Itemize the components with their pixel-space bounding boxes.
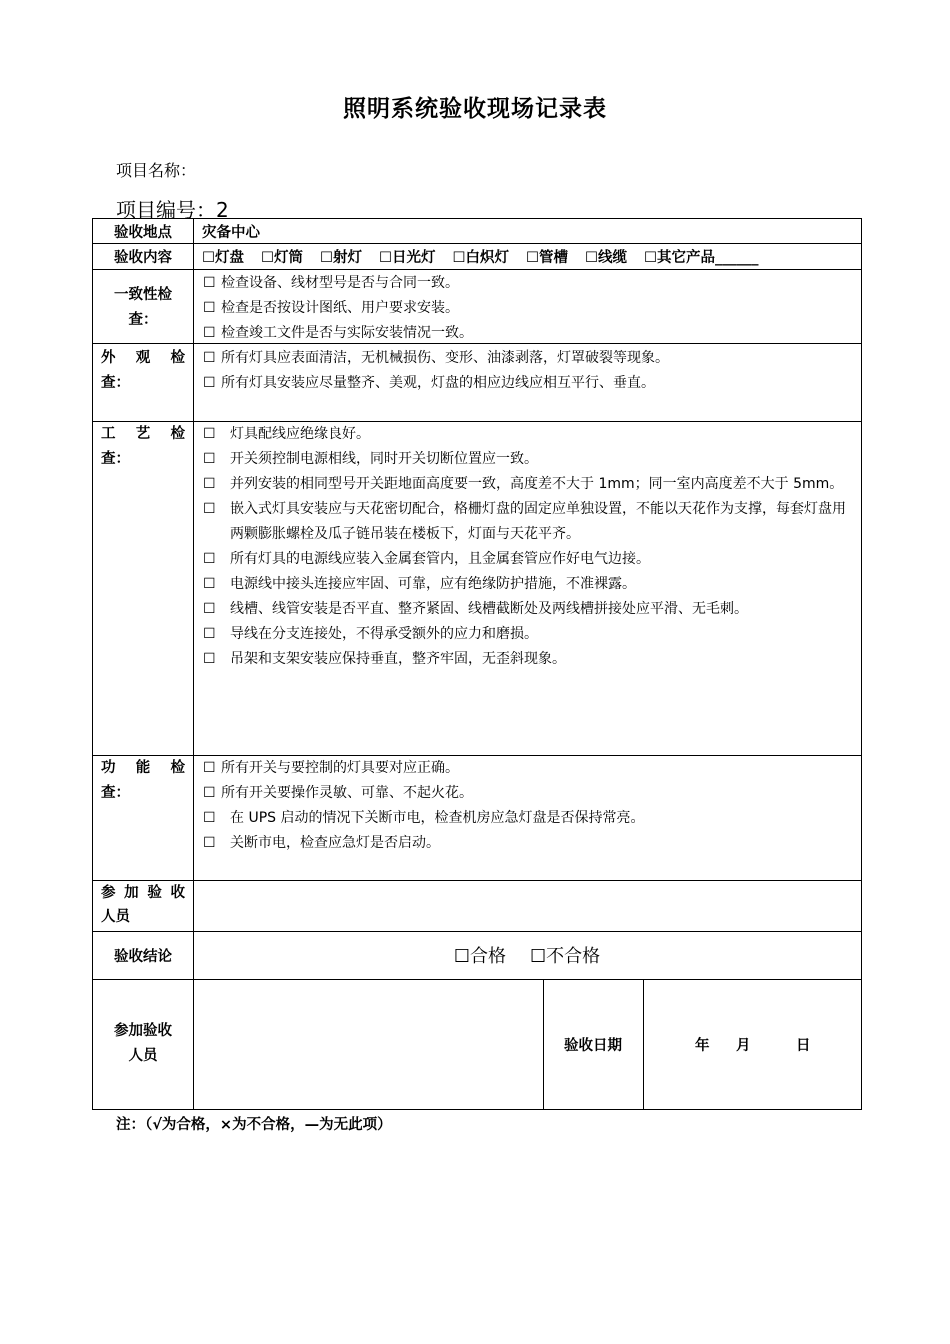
craft-label-line2: 查： — [101, 451, 130, 467]
item-text: 检查设备、线材型号是否与合同一致。 — [221, 275, 459, 291]
date-label: 验收日期 — [564, 1037, 622, 1054]
date-day: 日 — [796, 1038, 811, 1054]
checkbox-icon: ☐ — [203, 476, 216, 492]
checklist-item[interactable] — [193, 271, 861, 296]
checkbox-icon: ☐ — [203, 760, 216, 776]
checklist-item[interactable] — [193, 756, 861, 781]
checkbox-icon: ☐ — [203, 350, 216, 366]
option-downlight[interactable]: ☐灯筒 — [261, 250, 303, 266]
checklist-item[interactable] — [193, 622, 855, 647]
consistency-label-line1: 一致性检 — [114, 287, 172, 303]
conclusion-pass-checkbox[interactable]: ☐合格 — [453, 946, 506, 967]
label-char: 外 — [101, 350, 116, 366]
item-text: 所有灯具应表面清洁，无机械损伤、变形、油漆剥落，灯罩破裂等现象。 — [221, 350, 669, 366]
label-char: 收 — [170, 885, 185, 901]
conclusion-fail-checkbox[interactable]: ☐不合格 — [530, 946, 601, 967]
item-text: 导线在分支连接处，不得承受额外的应力和磨损。 — [230, 626, 538, 642]
project-number-label: 项目编号：2 — [116, 198, 229, 222]
checklist-item[interactable] — [193, 806, 861, 831]
checklist-item[interactable] — [193, 647, 855, 672]
item-text: 灯具配线应绝缘良好。 — [230, 426, 370, 442]
consistency-items — [193, 271, 861, 346]
label-char: 检 — [170, 760, 185, 776]
row-divider — [93, 269, 861, 270]
location-value: 灾备中心 — [202, 225, 260, 241]
option-incandescent[interactable]: ☐白炽灯 — [452, 250, 509, 266]
label-char: 能 — [135, 760, 151, 776]
participants2-field[interactable] — [193, 979, 543, 1109]
appearance-label-line2: 查： — [101, 375, 130, 391]
participants-label-line2: 人员 — [101, 909, 130, 925]
checklist-item[interactable] — [193, 781, 861, 806]
participants-label — [101, 881, 185, 929]
acceptance-table — [92, 218, 862, 1110]
item-text: 检查竣工文件是否与实际安装情况一致。 — [221, 325, 473, 341]
item-text: 开关须控制电源相线，同时开关切断位置应一致。 — [230, 451, 538, 467]
project-name-label: 项目名称： — [116, 161, 197, 180]
date-month: 月 — [736, 1038, 751, 1054]
checkbox-icon: ☐ — [203, 451, 216, 467]
option-cable[interactable]: ☐线缆 — [585, 250, 627, 266]
consistency-label — [93, 283, 193, 333]
checklist-item[interactable] — [193, 321, 861, 346]
checkbox-icon: ☐ — [203, 626, 216, 642]
checklist-item[interactable] — [193, 472, 855, 497]
item-text: 所有灯具安装应尽量整齐、美观，灯盘的相应边线应相互平行、垂直。 — [221, 375, 655, 391]
item-text: 电源线中接头连接应牢固、可靠，应有绝缘防护措施，不准裸露。 — [230, 576, 636, 592]
function-label — [101, 756, 185, 806]
item-text: 吊架和支架安装应保持垂直，整齐牢固，无歪斜现象。 — [230, 651, 566, 667]
checkbox-icon: ☐ — [203, 651, 216, 667]
option-light-panel[interactable]: ☐灯盘 — [202, 250, 244, 266]
item-text: 所有开关与要控制的灯具要对应正确。 — [221, 760, 459, 776]
checkbox-icon: ☐ — [203, 551, 216, 567]
option-spotlight[interactable]: ☐射灯 — [320, 250, 362, 266]
checkbox-icon: ☐ — [203, 426, 216, 442]
checkbox-icon: ☐ — [203, 785, 216, 801]
function-label-line2: 查： — [101, 785, 130, 801]
appearance-label — [101, 346, 185, 396]
checklist-item[interactable] — [193, 371, 861, 396]
checklist-item[interactable] — [193, 547, 855, 572]
participants-field[interactable] — [193, 881, 861, 931]
label-char: 工 — [101, 426, 116, 442]
label-char: 观 — [135, 350, 151, 366]
checkbox-icon: ☐ — [203, 375, 216, 391]
checkbox-icon: ☐ — [203, 325, 216, 341]
appearance-items — [193, 346, 861, 396]
participants2-label-line1: 参加验收 — [114, 1023, 172, 1039]
item-text: 在 UPS 启动的情况下关断市电，检查机房应急灯盘是否保持常亮。 — [230, 810, 645, 826]
participants2-label — [93, 979, 193, 1109]
item-text: 所有开关要操作灵敏、可靠、不起火花。 — [221, 785, 473, 801]
item-text: 线槽、线管安装是否平直、整齐紧固、线槽截断处及两线槽拼接处应平滑、无毛刺。 — [230, 601, 748, 617]
item-text: 关断市电，检查应急灯是否启动。 — [230, 835, 440, 851]
label-char: 检 — [170, 350, 185, 366]
checkbox-icon: ☐ — [203, 501, 216, 517]
option-conduit[interactable]: ☐管槽 — [526, 250, 568, 266]
label-char: 检 — [170, 426, 185, 442]
item-text: 并列安装的相同型号开关距地面高度要一致，高度差不大于 1mm；同一室内高度差不大于 5mm。 — [230, 476, 844, 492]
participants2-label-line2: 人员 — [128, 1048, 158, 1064]
checkbox-icon: ☐ — [203, 601, 216, 617]
label-char: 参 — [101, 885, 116, 901]
checklist-item[interactable] — [193, 597, 855, 622]
label-char: 验 — [147, 885, 162, 901]
item-text: 所有灯具的电源线应装入金属套管内，且金属套管应作好电气边接。 — [230, 551, 650, 567]
craft-items — [193, 422, 861, 672]
label-char: 功 — [101, 760, 116, 776]
option-other[interactable]: ☐其它产品______ — [644, 250, 759, 266]
consistency-label-line2: 查： — [128, 312, 158, 328]
conclusion-label: 验收结论 — [114, 948, 172, 965]
function-items — [193, 756, 861, 856]
location-label: 验收地点 — [114, 224, 172, 241]
checkbox-icon: ☐ — [203, 576, 216, 592]
item-text: 检查是否按设计图纸、用户要求安装。 — [221, 300, 459, 316]
checkbox-icon: ☐ — [203, 300, 216, 316]
content-label: 验收内容 — [114, 249, 172, 266]
checklist-item[interactable] — [193, 572, 855, 597]
page-title: 照明系统验收现场记录表 — [343, 95, 607, 122]
craft-label — [101, 422, 185, 472]
item-text: 嵌入式灯具安装应与天花密切配合，格栅灯盘的固定应单独设置，不能以天花作为支撑，每套灯盘用两颗膨胀螺栓及瓜子链吊装在楼板下，灯面与天花平齐。 — [230, 501, 846, 542]
checklist-item[interactable] — [193, 296, 861, 321]
checklist-item[interactable] — [193, 447, 855, 472]
checklist-item[interactable] — [193, 497, 855, 547]
checkbox-icon: ☐ — [203, 835, 216, 851]
checklist-item[interactable] — [193, 422, 855, 447]
content-options — [202, 244, 862, 269]
label-char: 加 — [124, 885, 139, 901]
date-field[interactable] — [643, 979, 861, 1109]
checkbox-icon: ☐ — [203, 810, 216, 826]
checkbox-icon: ☐ — [203, 275, 216, 291]
label-char: 艺 — [135, 426, 151, 442]
checklist-item[interactable] — [193, 831, 861, 856]
option-fluorescent[interactable]: ☐日光灯 — [379, 250, 436, 266]
footnote: 注：（√为合格，×为不合格，—为无此项） — [116, 1117, 392, 1133]
checklist-item[interactable] — [193, 346, 861, 371]
date-year: 年 — [695, 1038, 710, 1054]
conclusion-options — [193, 931, 861, 979]
